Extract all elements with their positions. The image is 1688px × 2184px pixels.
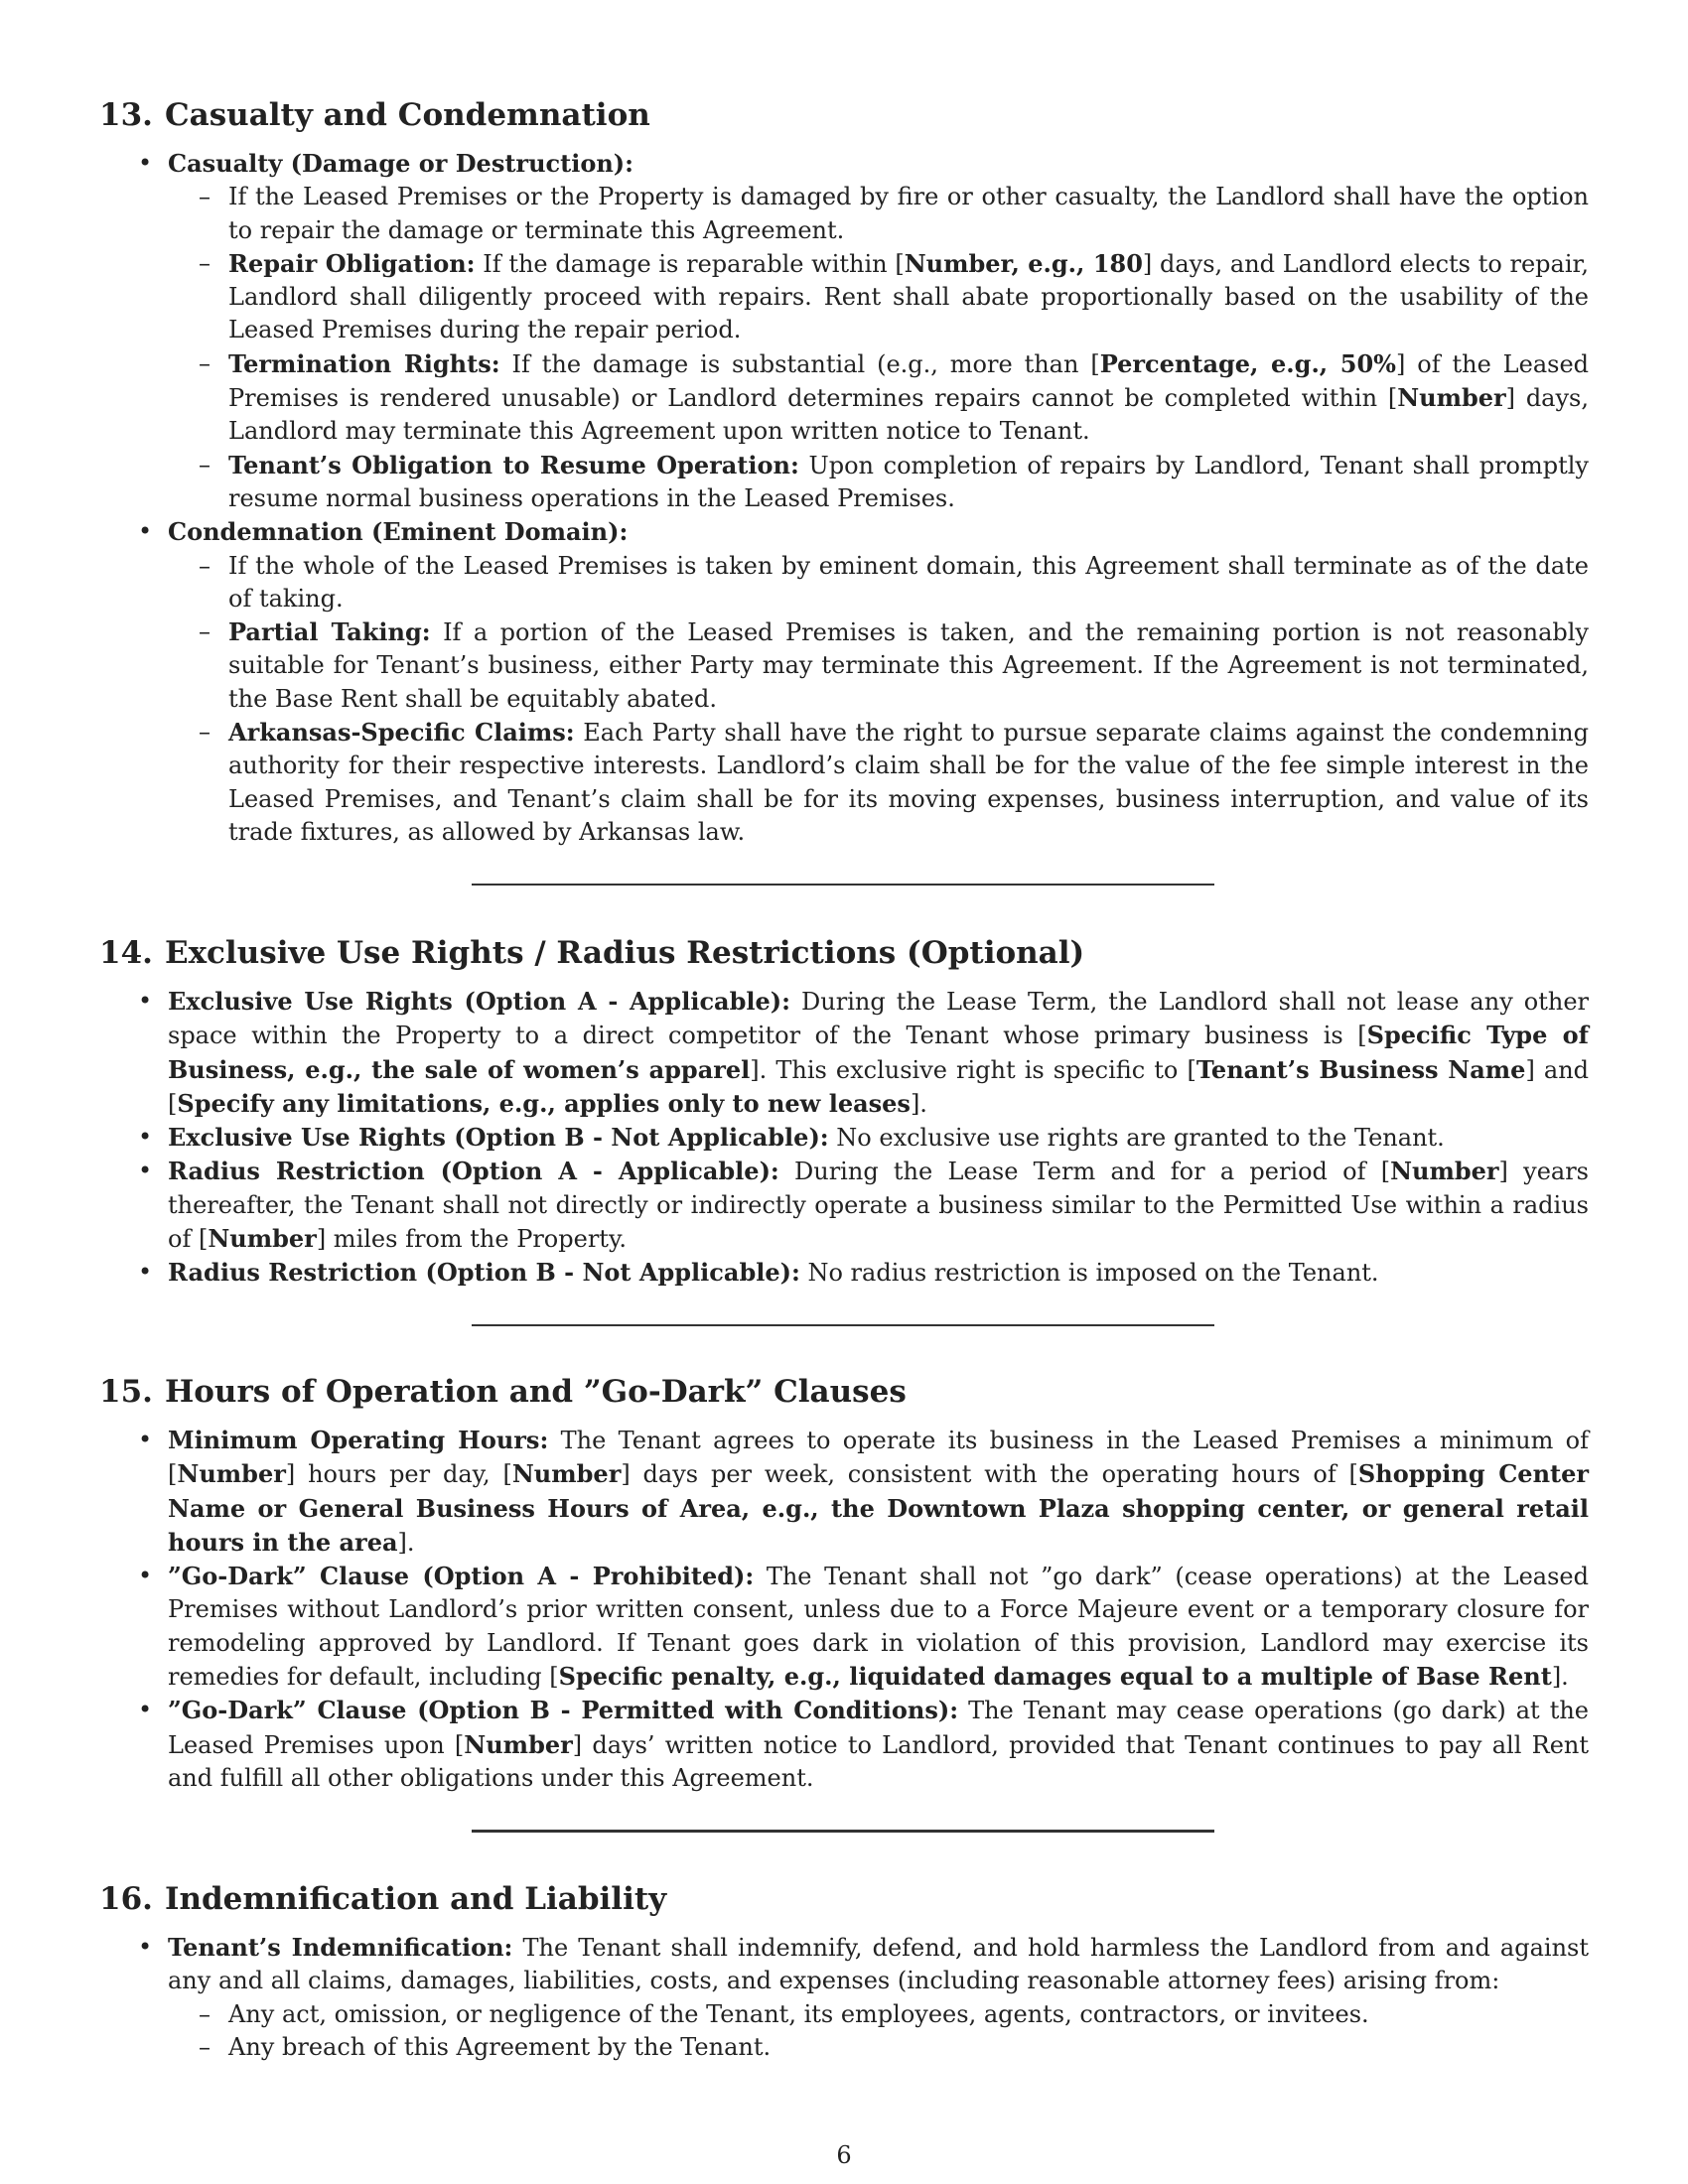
sub-list [99,181,1589,515]
item-lead: Minimum Operating Hours: [168,1426,549,1454]
text: ] years thereafter, the Tenant shall not directly or indirectly operate a business similar to the Permitted Use within a radius of [ [168,1158,1589,1254]
placeholder: Number [208,1224,317,1254]
list-item-radius-a [99,1155,1589,1256]
placeholder: Number [177,1459,286,1489]
text: ] of the Leased Premises is rendered unusable) or Landlord determines repairs cannot be completed within [ [228,349,1590,413]
placeholder: Number [511,1459,622,1489]
text: ] and [ [168,1055,1590,1118]
text: Upon completion of repairs by Landlord, Tenant shall promptly resume normal business operations in the Leased Premises. [228,451,1589,512]
section-divider [472,1830,1214,1833]
placeholder: Specific penalty, e.g., liquidated damages equal to a multiple of Base Rent [558,1662,1552,1692]
bullet-list [99,985,1589,1291]
text: ] days’ written notice to Landlord, provided that Tenant continues to pay all Rent and fulfill all other obligations under this Agreement. [168,1730,1590,1792]
sub-list [99,1998,1589,2065]
text: Any act, omission, or negligence of the Tenant, its employees, agents, contractors, or invitees. [228,1999,1369,2028]
list-item-exclusive-use-b [99,1121,1589,1155]
section-number: 15. [99,1374,153,1410]
text: ]. [910,1089,927,1118]
text: The Tenant may cease operations (go dark) at the Leased Premises upon [ [168,1697,1589,1759]
list-item-casualty [99,147,1589,515]
list-item-go-dark-b [99,1694,1589,1795]
section-number: 14. [99,935,153,971]
text: The Tenant shall not ”go dark” (cease operations) at the Leased Premises without Landlord’s prior written consent, unless due to a Force Majeure event or a temporary closure for remodeling approved by Landlord. If Tenant goes dark in violation of this provision, Landlord may exercise its remedies for default, including [ [168,1563,1589,1692]
section-13 [99,95,1589,849]
item-lead: Condemnation (Eminent Domain): [168,517,629,547]
text: ] miles from the Property. [316,1225,627,1254]
sub-item [99,1998,1589,2031]
sub-item-resume-operation [99,449,1589,516]
list-item-minimum-hours [99,1424,1589,1560]
section-title: Exclusive Use Rights / Radius Restrictions (Optional) [164,935,1085,971]
item-lead: Tenant’s Indemnification: [168,1933,513,1962]
section-title: Indemnification and Liability [164,1881,667,1917]
sub-item-lead: Repair Obligation: [228,248,476,278]
text: The Tenant shall indemnify, defend, and hold harmless the Landlord from and against any and all claims, damages, liabilities, costs, and expenses (including reasonable attorney fees) arising from: [168,1934,1589,1995]
placeholder: Number [1397,383,1506,413]
text: ]. [1551,1663,1569,1692]
placeholder: Specific Type of Business, e.g., the sale of women’s apparel [168,1021,1590,1084]
text: ]. This exclusive right is specific to [ [750,1055,1196,1084]
sub-item-lead: Termination Rights: [228,348,500,378]
list-item-radius-b [99,1256,1589,1290]
item-lead: Exclusive Use Rights (Option B - Not Applicable): [168,1123,829,1153]
item-lead: ”Go-Dark” Clause (Option A - Prohibited): [168,1562,755,1591]
list-item-condemnation [99,515,1589,849]
section-16 [99,1879,1589,2064]
placeholder: Shopping Center Name or General Business Hours of Area, e.g., the Downtown Plaza shopping center, or general retail hours in the area [168,1459,1590,1557]
sub-item-lead: Tenant’s Obligation to Resume Operation: [228,450,799,479]
item-lead: Radius Restriction (Option A - Applicable): [168,1157,779,1186]
text: ] days, and Landlord elects to repair, Landlord shall diligently proceed with repairs. Rent shall abate proportionally based on the usability of the Leased Premises during the repair period. [228,249,1589,344]
sub-item-partial-taking [99,615,1589,716]
text: ] days, Landlord may terminate this Agreement upon written notice to Tenant. [228,384,1589,446]
text: During the Lease Term and for a period of [ [778,1158,1391,1186]
section-heading [99,933,1589,973]
sub-item-termination-rights [99,347,1589,449]
section-15 [99,1372,1589,1795]
text: If the Leased Premises or the Property is damaged by fire or other casualty, the Landlord shall have the option to repair the damage or terminate this Agreement. [228,183,1589,244]
text: If a portion of the Leased Premises is taken, and the remaining portion is not reasonably suitable for Tenant’s business, either Party may terminate this Agreement. If the Agreement is not terminated, the Base Rent shall be equitably abated. [228,618,1589,713]
bullet-list [99,1424,1589,1795]
text: Each Party shall have the right to pursue separate claims against the condemning authority for their respective interests. Landlord’s claim shall be for the value of the fee simple interest in the Leased Premises, and Tenant’s claim shall be for its moving expenses, business interruption, and value of its trade fixtures, as allowed by Arkansas law. [228,719,1589,846]
section-heading [99,1879,1589,1919]
sub-item-lead: Partial Taking: [228,617,431,647]
list-item-tenant-indemnification [99,1931,1589,2064]
sub-item-lead: Arkansas-Specific Claims: [228,718,575,748]
list-item-go-dark-a [99,1560,1589,1694]
bullet-list [99,1931,1589,2064]
text: The Tenant agrees to operate its business in the Leased Premises a minimum of [ [168,1427,1590,1489]
bullet-list [99,147,1589,849]
placeholder: Tenant’s Business Name [1196,1054,1526,1084]
placeholder: Specify any limitations, e.g., applies only to new leases [177,1088,911,1118]
item-lead: Exclusive Use Rights (Option A - Applicable): [168,987,790,1016]
sub-item [99,550,1589,616]
item-lead: Casualty (Damage or Destruction): [168,149,634,178]
section-title: Hours of Operation and ”Go-Dark” Clauses [164,1374,907,1410]
text: If the damage is substantial (e.g., more than [ [499,349,1100,378]
section-divider [472,1324,1214,1326]
section-title: Casualty and Condemnation [164,97,650,133]
list-item-exclusive-use-a [99,985,1589,1121]
section-heading [99,95,1589,135]
text: Any breach of this Agreement by the Tenant. [228,2032,772,2061]
section-divider [472,884,1214,886]
placeholder: Number, e.g., 180 [904,248,1143,278]
text: ]. [397,1528,415,1557]
text: ] days per week, consistent with the operating hours of [ [621,1460,1358,1489]
sub-list [99,550,1589,850]
text: No radius restriction is imposed on the Tenant. [799,1259,1379,1288]
page-number: 6 [836,2141,852,2169]
placeholder: Number [1390,1157,1499,1186]
section-14 [99,933,1589,1291]
text: During the Lease Term, the Landlord shall not lease any other space within the Property to a direct competitor of the Tenant whose primary business is [ [168,988,1590,1050]
sub-item-arkansas-claims [99,716,1589,849]
placeholder: Number [464,1729,573,1759]
item-lead: Radius Restriction (Option B - Not Applicable): [168,1258,800,1288]
item-lead: ”Go-Dark” Clause (Option B - Permitted with Conditions): [168,1696,959,1725]
section-number: 13. [99,97,153,133]
text: If the damage is reparable within [ [475,249,905,278]
section-heading [99,1372,1589,1412]
sub-item [99,2031,1589,2064]
sub-item [99,181,1589,247]
section-number: 16. [99,1881,153,1917]
text: No exclusive use rights are granted to the Tenant. [828,1124,1445,1153]
placeholder: Percentage, e.g., 50% [1099,348,1396,378]
text: If the whole of the Leased Premises is taken by eminent domain, this Agreement shall terminate as of the date of taking. [228,551,1589,613]
sub-item-repair-obligation [99,247,1589,347]
text: ] hours per day, [ [285,1460,512,1489]
